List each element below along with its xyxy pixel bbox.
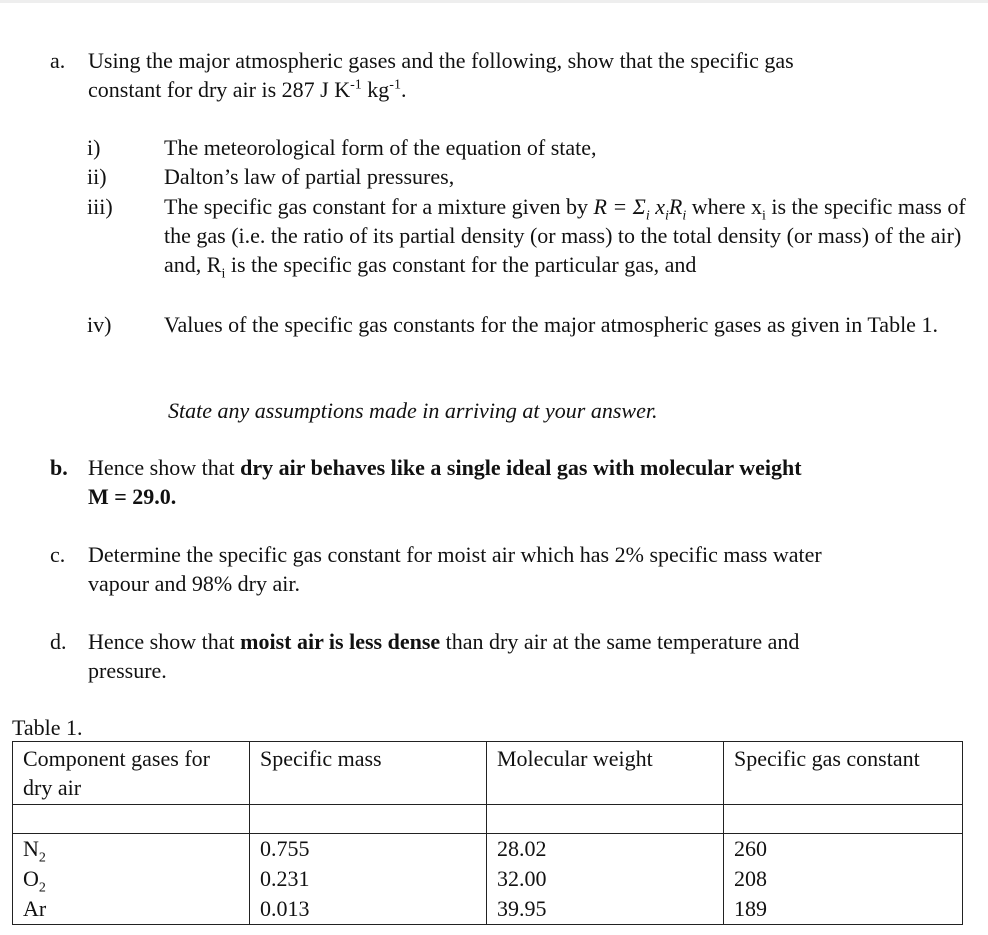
question-b-bold: dry air behaves like a single ideal gas with molecular weight <box>240 455 802 480</box>
table-header-row <box>13 742 963 805</box>
question-c-label: c. <box>50 542 66 567</box>
item-text: The meteorological form of the equation of state, <box>164 135 597 160</box>
table-spacer-row <box>13 805 963 834</box>
xi-sub: i <box>761 208 766 224</box>
cell-mw: 28.02 <box>487 834 724 865</box>
item-text-rest2: is the specific gas constant for the particular gas, and <box>225 252 697 277</box>
item-text-c: is the <box>765 194 819 219</box>
unit-kg: kg <box>361 77 390 102</box>
header-gas-constant: Specific gas constant <box>724 742 963 805</box>
question-b-line1 <box>88 453 958 482</box>
question-d-label: d. <box>50 629 67 654</box>
question-d <box>50 627 950 687</box>
header-molecular-weight: Molecular weight <box>487 742 724 805</box>
cell-mass: 0.013 <box>250 894 487 925</box>
cell-gas <box>13 834 250 865</box>
gas-sub: 2 <box>38 880 46 896</box>
formula <box>593 194 687 224</box>
cell-gas <box>13 864 250 894</box>
question-d-text <box>88 627 958 685</box>
list-item-iii <box>87 192 967 312</box>
gas-symbol: N <box>23 836 39 861</box>
item-number: ii) <box>87 164 107 189</box>
formula-sub: i <box>645 208 650 224</box>
question-b-plain: Hence show that <box>88 455 241 480</box>
item-number: i) <box>87 135 101 160</box>
item-text-b: where x <box>686 194 762 219</box>
header-component: Component gases for dry air <box>13 742 250 805</box>
question-b-line2: M = 29.0. <box>88 484 177 509</box>
question-b <box>50 453 950 513</box>
question-d-bold: moist air is less dense <box>240 629 441 654</box>
period: . <box>400 77 407 102</box>
ri-sub: i <box>221 266 226 282</box>
formula-sub3: i <box>682 208 687 224</box>
item-text: Values of the specific gas constants for the major atmospheric gases as given in Table 1. <box>164 312 938 337</box>
question-a-line2-prefix: constant for dry air is 287 J K <box>88 77 351 102</box>
exponent-2: -1 <box>389 77 401 93</box>
cell-mw: 39.95 <box>487 894 724 925</box>
gas-table <box>12 741 963 925</box>
item-text <box>164 192 969 282</box>
top-divider <box>0 0 988 3</box>
question-c-text <box>88 540 958 598</box>
question-c <box>50 540 950 600</box>
question-a <box>50 46 950 106</box>
question-b-text <box>88 453 958 511</box>
question-c-line1: Determine the specific gas constant for moist air which has 2% specific mass water <box>88 542 822 567</box>
table-row <box>13 894 963 925</box>
item-number: iv) <box>87 312 112 337</box>
question-b-label: b. <box>50 455 68 480</box>
cell-r: 189 <box>724 894 963 925</box>
formula-sub2: i <box>665 208 669 224</box>
gas-symbol: O <box>23 866 39 891</box>
item-number: iii) <box>87 194 113 219</box>
cell-mass: 0.755 <box>250 834 487 865</box>
header-specific-mass: Specific mass <box>250 742 487 805</box>
list-item-iv <box>87 310 967 370</box>
question-d-line2: pressure. <box>88 658 167 683</box>
gas-sub: 2 <box>38 850 46 866</box>
question-a-text <box>88 46 958 104</box>
item-text-rest: specific mass of the gas (i.e. the ratio of its partial density (or mass) to the total density (or mass) of the air) and, R <box>164 194 966 277</box>
question-a-line1: Using the major atmospheric gases and the following, show that the specific gas <box>88 48 794 73</box>
assumptions-note: State any assumptions made in arriving at your answer. <box>168 398 658 423</box>
cell-gas <box>13 894 250 925</box>
table-row <box>13 864 963 894</box>
question-a-line2 <box>88 75 958 104</box>
cell-r: 208 <box>724 864 963 894</box>
cell-r: 260 <box>724 834 963 865</box>
question-d-line1 <box>88 627 958 656</box>
item-text: Dalton’s law of partial pressures, <box>164 164 455 189</box>
formula-x: x <box>649 194 665 219</box>
exponent-1: -1 <box>350 77 362 93</box>
formula-head: R = Σ <box>593 194 646 219</box>
cell-mass: 0.231 <box>250 864 487 894</box>
question-c-line2: vapour and 98% dry air. <box>88 571 300 596</box>
table-caption: Table 1. <box>12 715 83 740</box>
item-text-a: The specific gas constant for a mixture given by <box>164 194 594 219</box>
formula-r: R <box>668 194 683 219</box>
question-d-plain: Hence show that <box>88 629 241 654</box>
gas-symbol: Ar <box>23 896 47 921</box>
cell-mw: 32.00 <box>487 864 724 894</box>
question-d-rest: than dry air at the same temperature and <box>440 629 800 654</box>
table-row <box>13 834 963 865</box>
question-a-label: a. <box>50 48 66 73</box>
